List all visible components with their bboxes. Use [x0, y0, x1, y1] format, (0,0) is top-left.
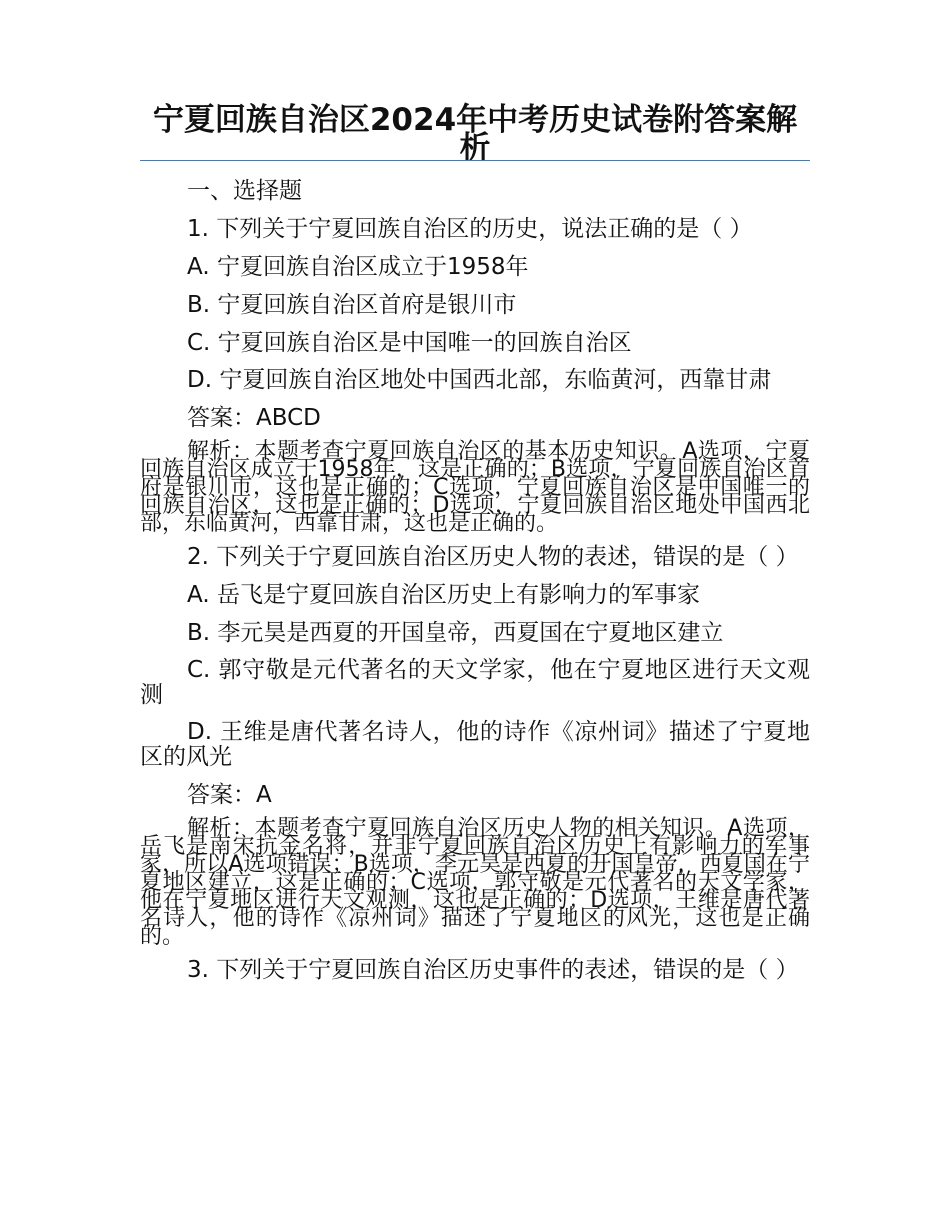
question-2-answer: 答案：A [187, 782, 272, 808]
question-1-option-a: A. 宁夏回族自治区成立于1958年 [187, 254, 529, 280]
question-2-option-d: D. 王维是唐代著名诗人，他的诗作《凉州词》描述了宁夏地区的风光 [140, 719, 810, 770]
question-2-option-c: C. 郭守敬是元代著名的天文学家，他在宁夏地区进行天文观测 [140, 657, 810, 708]
question-2-stem: 2. 下列关于宁夏回族自治区历史人物的表述，错误的是（ ） [187, 544, 799, 570]
title-divider [140, 160, 810, 161]
document-title: 宁夏回族自治区2024年中考历史试卷附答案解析 [152, 102, 798, 166]
question-1-option-b: B. 宁夏回族自治区首府是银川市 [187, 292, 517, 318]
question-1-stem: 1. 下列关于宁夏回族自治区的历史，说法正确的是（ ） [187, 216, 753, 242]
question-2-analysis: 解析：本题考查宁夏回族自治区历史人物的相关知识。A选项，岳飞是南宋抗金名将，并非宁夏回族自治区历史上有影响力的军事家，所以A选项错误；B选项，李元昊是西夏的开国皇帝，西夏国在宁夏地区建立，这是正确的；C选项，郭守敬是元代著名的天文学家，他在宁夏地区进行天文观测，这也是正确的；D选项，王维是唐代著名诗人，他的诗作《凉州词》描述了宁夏地区的风光，这也是正确的。 [140, 816, 810, 949]
document-body [140, 178, 810, 995]
question-1-option-d: D. 宁夏回族自治区地处中国西北部，东临黄河，西靠甘肃 [187, 367, 772, 393]
question-2-option-a: A. 岳飞是宁夏回族自治区历史上有影响力的军事家 [187, 582, 700, 608]
question-3-stem: 3. 下列关于宁夏回族自治区历史事件的表述，错误的是（ ） [187, 957, 799, 983]
question-2-option-b: B. 李元昊是西夏的开国皇帝，西夏国在宁夏地区建立 [187, 620, 724, 646]
question-1-analysis: 解析：本题考查宁夏回族自治区的基本历史知识。A选项，宁夏回族自治区成立于1958年，这是正确的；B选项，宁夏回族自治区首府是银川市，这也是正确的；C选项，宁夏回族自治区是中国唯一的回族自治区，这也是正确的；D选项，宁夏回族自治区地处中国西北部，东临黄河，西靠甘肃，这也是正确的。 [140, 439, 810, 536]
question-1-option-c: C. 宁夏回族自治区是中国唯一的回族自治区 [187, 330, 632, 356]
section-heading: 一、选择题 [187, 178, 302, 204]
question-1-answer: 答案：ABCD [187, 405, 321, 431]
